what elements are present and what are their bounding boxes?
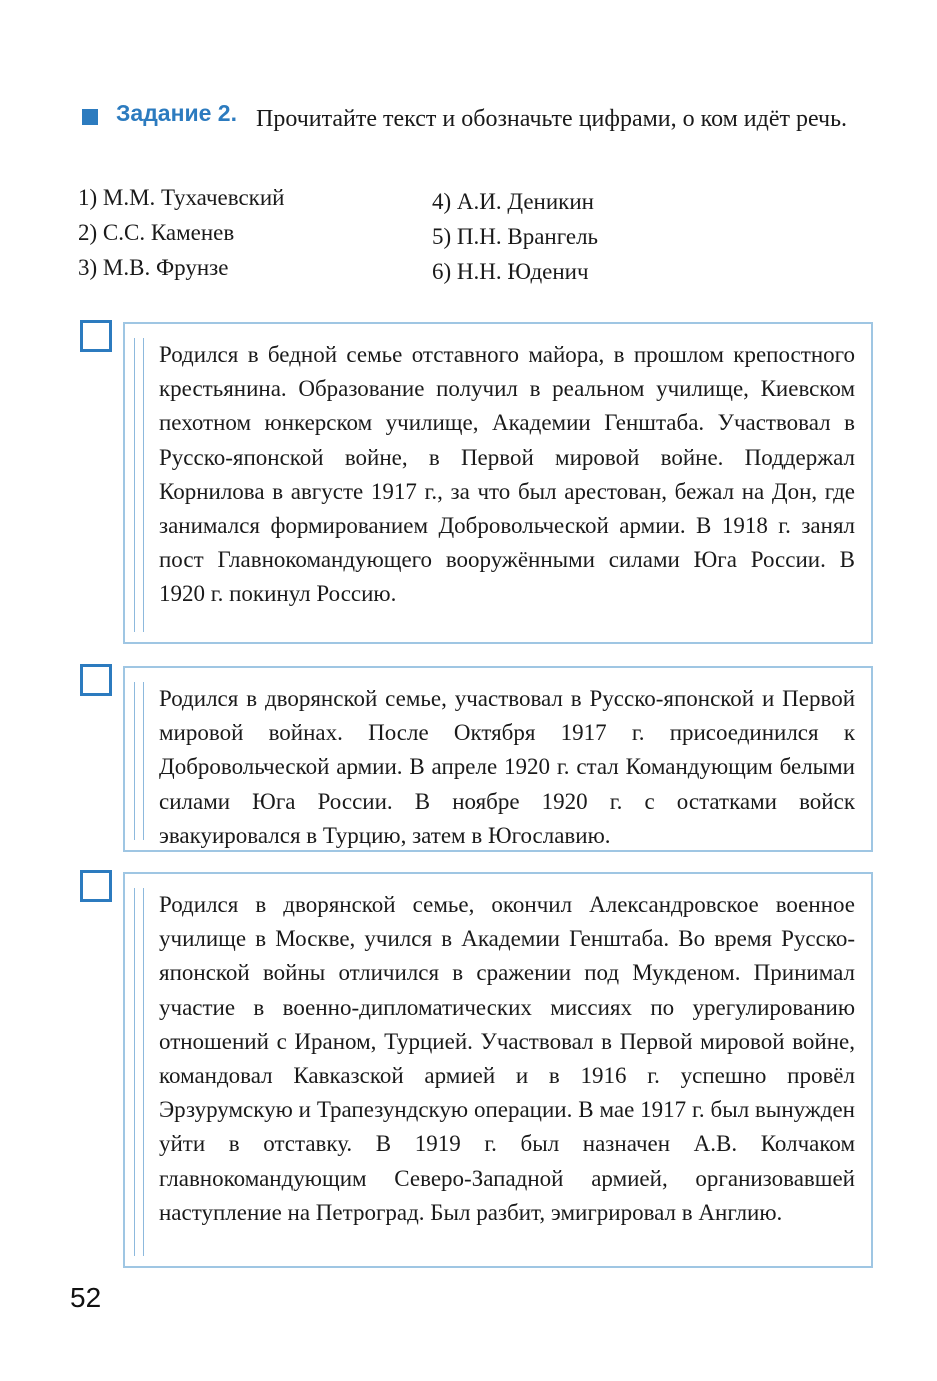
option-item: 6) Н.Н. Юденич <box>432 259 589 284</box>
answer-box-1[interactable] <box>80 320 112 352</box>
options-column-left <box>78 180 284 285</box>
biography-card-3 <box>123 872 873 1268</box>
biography-card-1 <box>123 322 873 644</box>
answer-box-3[interactable] <box>80 870 112 902</box>
answer-box-2[interactable] <box>80 664 112 696</box>
option-item: 4) А.И. Деникин <box>432 189 594 214</box>
option-item: 5) П.Н. Врангель <box>432 224 599 249</box>
task-instruction: Прочитайте текст и обозначьте цифрами, о ком идёт речь. <box>256 106 848 132</box>
biography-card-2 <box>123 666 873 852</box>
option-item: 3) М.В. Фрунзе <box>78 255 229 280</box>
card-dots-decoration <box>133 682 147 840</box>
option-item: 2) С.С. Каменев <box>78 220 235 245</box>
biography-text-1: Родился в бедной семье отставного майора, в прошлом крепостного крестьянина. Образование получил в реальном училище, Киевском пехотном юнкерском училище, Академии Генштаба. Участвовал в Русско-японской войне, в Первой мировой войне. Поддержал Корнилова в августе 1917 г., за что был арестован, бежал на Дон, где занимался формированием Добровольческой армии. В 1918 г. занял пост Главнокомандующего вооружёнными силами Юга России. В 1920 г. покинул Россию. <box>159 342 855 607</box>
option-item: 1) М.М. Тухачевский <box>78 185 285 210</box>
options-column-right <box>432 184 598 289</box>
task-label: Задание 2. <box>116 100 237 126</box>
biography-text-2: Родился в дворянской семье, участвовал в Русско-японской и Первой мировой войнах. После Октября 1917 г. присоединился к Добровольческой армии. В апреле 1920 г. стал Командующим белыми силами Юга России. В ноябре 1920 г. с остатками войск эвакуировался в Турцию, затем в Югославию. <box>159 686 855 848</box>
biography-text-3: Родился в дворянской семье, окончил Александровское военное училище в Москве, учился в Академии Генштаба. Во время Русско-японской войны отличился в сражении под Мукденом. Принимал участие в военно-дипломатических миссиях по урегулированию отношений с Ираном, Турцией. Участвовал в Первой мировой войне, командовал Кавказской армией и в 1916 г. успешно провёл Эрзурумскую и Трапезундскую операции. В мае 1917 г. был вынужден уйти в отставку. В 1919 г. был назначен А.В. Колчаком главнокомандующим Северо-Западной армией, организовавшей наступление на Петроград. Был разбит, эмигрировал в Англию. <box>159 892 855 1225</box>
task-marker-icon <box>82 109 98 125</box>
page-number: 52 <box>70 1282 102 1313</box>
card-dots-decoration <box>133 888 147 1256</box>
card-dots-decoration <box>133 338 147 632</box>
